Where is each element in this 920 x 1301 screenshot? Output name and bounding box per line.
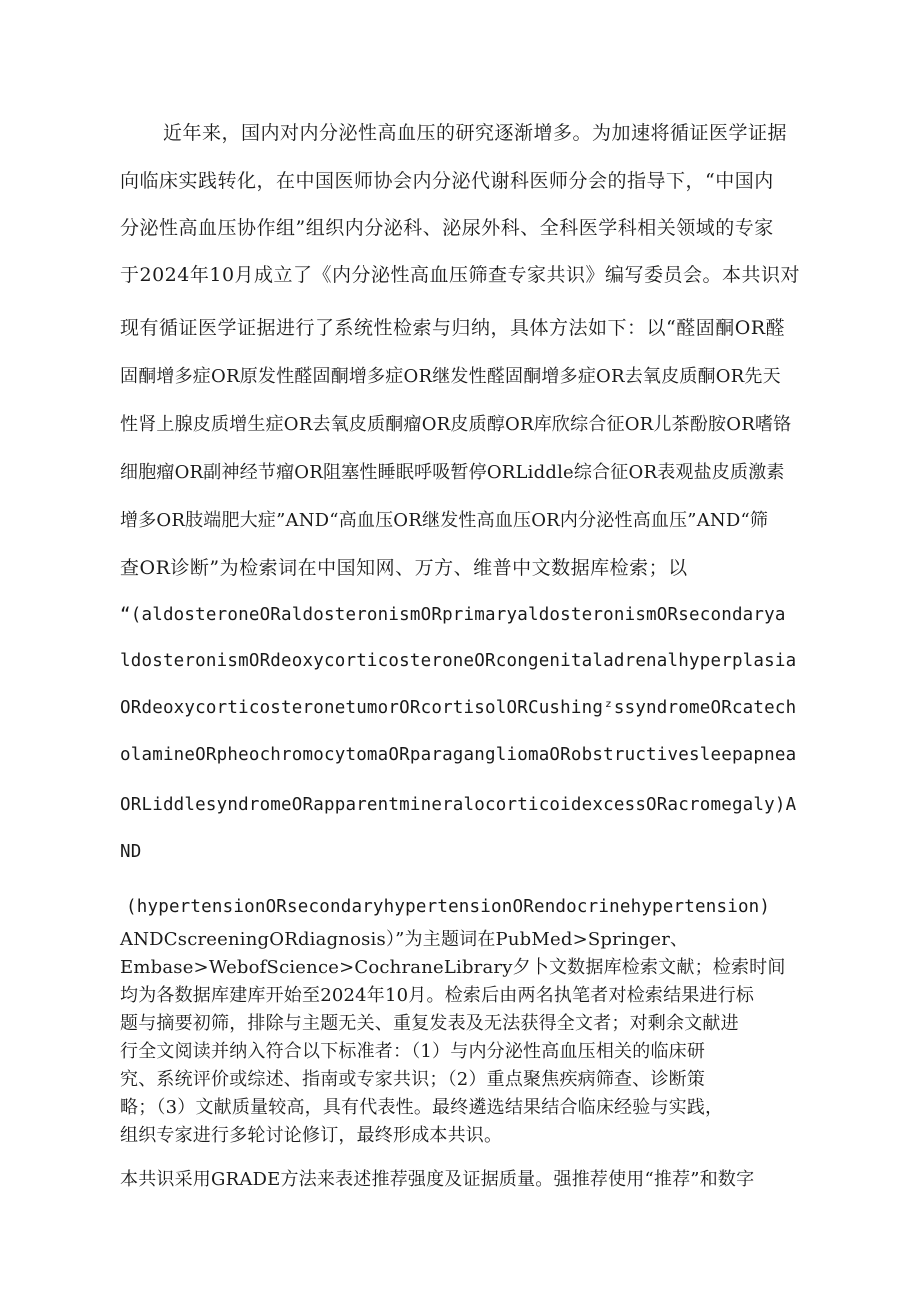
text-line: 究、系统评价或综述、指南或专家共识；（2）重点聚焦疾病筛查、诊断策 (120, 1069, 706, 1090)
text-line: olamineORpheochromocytomaORparagangliomaORobstructivesleepapnea (120, 745, 797, 765)
text-line: 题与摘要初筛，排除与主题无关、重复发表及无法获得全文者；对剩余文献进 (120, 1013, 739, 1034)
text-line: (hypertensionORsecondaryhypertensionORendocrinehypertension) (126, 897, 771, 917)
text-line: 组织专家进行多轮讨论修订，最终形成本共识。 (120, 1125, 503, 1146)
text-line: ldosteronismORdeoxycorticosteroneORcongenitaladrenalhyperplasia (120, 651, 797, 671)
text-line: 近年来，国内对内分泌性高血压的研究逐渐增多。为加速将循证医学证据 (163, 122, 788, 144)
text-line: 现有循证医学证据进行了系统性检索与归纳，具体方法如下：以“醛固酮OR醛 (120, 317, 786, 339)
text-line: 分泌性高血压协作组”组织内分泌科、泌尿外科、全科医学科相关领域的专家 (120, 217, 774, 239)
text-line: ND (120, 842, 142, 862)
text-line: 于2024年10月成立了《内分泌性高血压筛查专家共识》编写委员会。本共识对 (120, 264, 801, 286)
text-line: 固酮增多症OR原发性醛固酮增多症OR继发性醛固酮增多症OR去氧皮质酮OR先天 (120, 366, 781, 387)
text-line: ORLiddlesyndromeORapparentmineralocorticoidexcessORacromegaly)A (120, 795, 797, 815)
text-line: 本共识采用GRADE方法来表述推荐强度及证据质量。强推荐使用“推荐”和数字 (120, 1169, 755, 1190)
text-line: 细胞瘤OR副神经节瘤OR阻塞性睡眠呼吸暂停ORLiddle综合征OR表观盐皮质激素 (120, 462, 785, 483)
text-line: 行全文阅读并纳入符合以下标准者：（1）与内分泌性高血压相关的临床研 (120, 1041, 706, 1062)
text-line: ANDCscreeningORdiagnosis）”为主题词在PubMed>Springer、 (120, 929, 689, 950)
text-line: 向临床实践转化，在中国医师协会内分泌代谢科医师分会的指导下，“中国内 (120, 170, 774, 192)
text-line: 查OR诊断”为检索词在中国知网、万方、维普中文数据库检索；以 (120, 557, 688, 579)
text-line: “(aldosteroneORaldosteronismORprimaryaldosteronismORsecondarya (120, 605, 786, 625)
text-line: 性肾上腺皮质增生症OR去氧皮质酮瘤OR皮质醇OR库欣综合征OR儿茶酚胺OR嗜铬 (120, 414, 792, 435)
text-line: ORdeoxycorticosteronetumorORcortisolORCushingᶻssyndromeORcatech (120, 698, 797, 718)
text-line: 增多OR肢端肥大症”AND“高血压OR继发性高血压OR内分泌性高血压”AND“筛 (120, 510, 769, 531)
text-line: 略；（3）文献质量较高，具有代表性。最终遴选结果结合临床经验与实践， (120, 1097, 724, 1118)
text-line: 均为各数据库建库开始至2024年10月。检索后由两名执笔者对检索结果进行标 (120, 985, 755, 1006)
text-line: Embase>WebofScience>CochraneLibrary夕卜文数据库检索文献；检索时间 (120, 957, 786, 978)
